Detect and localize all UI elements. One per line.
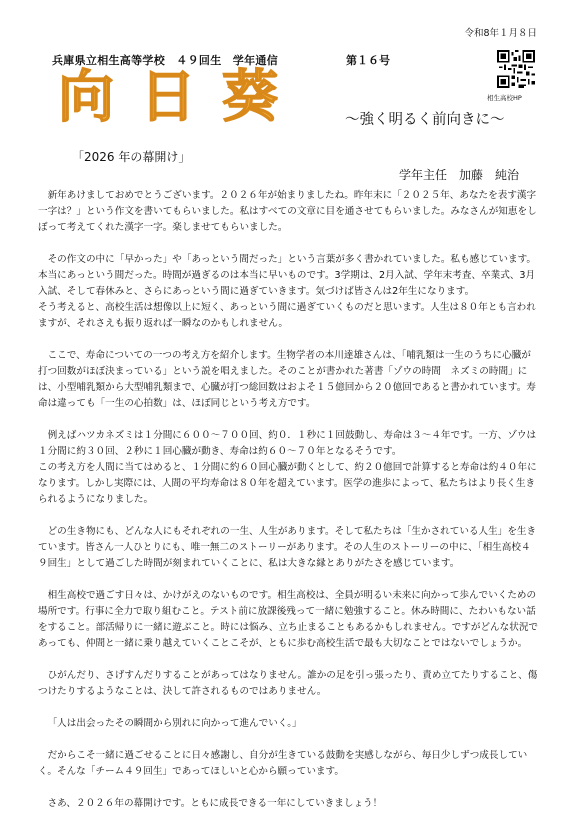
article-heading: 「2026 年の幕開け」 [72, 150, 191, 164]
paragraph: だからこそ一緒に過ごせることに日々感謝し、自分が生きている鼓動を実感しながら、毎日少しずつ成長していく。そんな「チーム４９回生」であってほしいと心から願っています。 [38, 750, 528, 777]
issue-number: 第１６号 [346, 54, 390, 67]
issue-date: 令和8年１月８日 [464, 28, 537, 39]
qr-label: 相生高校HP [487, 94, 522, 102]
paragraph: 例えばハツカネズミは１分間に６００～７００回、約０．１秒に１回鼓動し、寿命は３～４年です。一方、ゾウは１分間に約３０回、２秒に１回心臓が動き、寿命は約６０～７０年となるそうです。 この考え方を人間に当てはめると、１分間に約６０回心臓が動くとして、約２０億回で計算すると寿命は約４０年になります。しかし実際には、人間の平均寿命は８０年を超えています。医学の進歩によって、私たちはより長く生きられるようになりました。 [38, 430, 537, 505]
article-body [38, 188, 540, 828]
qr-code-icon [497, 50, 535, 88]
quote: 「人は出会ったその瞬間から別れに向かって進んでいく。」 [47, 718, 302, 729]
paragraph: どの生き物にも、どんな人にもそれぞれの一生、人生があります。そして私たちは「生かされている人生」を生きています。皆さん一人ひとりにも、唯一無二のストーリーがあります。その人生のストーリーの中に、「相生高校４９回生」として過ごした時間が刻まれていくことに、私は大きな縁とありがたさを感じています。 [38, 526, 537, 569]
paragraph: その作文の中に「早かった」や「あっという間だった」という言葉が多く書かれていました。私も感じています。本当にあっという間だった。時間が過ぎるのは本当に早いものです。3学期は、2月入試、学年末考査、卒業式、3月入試、そして春休みと、さらにあっという間に過ぎていきます。気づけば皆さんは2年生になります。 そう考えると、高校生活は想像以上に短く、あっという間に過ぎていくものだと思います。人生は８０年とも言われますが、それさえも振り返れば一瞬なのかもしれません。 [38, 254, 537, 329]
masthead-title [58, 65, 304, 130]
masthead-char: 葵 [222, 65, 278, 130]
paragraph: さあ、２０２６年の幕開けです。ともに成長できる一年にしていきましょう！ [47, 798, 383, 809]
article-author: 学年主任 加藤 純治 [399, 168, 520, 182]
masthead-char: 向 [58, 65, 114, 130]
masthead-char: 日 [140, 65, 196, 130]
paragraph: 相生高校で過ごす日々は、かけがえのないものです。相生高校は、全員が明るい未来に向かって歩んでいくための場所です。行事に全力で取り組むこと。テスト前に放課後残って一緒に勉強すること。休み時間に、たわいもない話をすること。部活帰りに一緒に遊ぶこと。時には悩み、立ち止まることもあるかもしれません。ですがどんな状況であっても、仲間と一緒に乗り越えていくことこそが、ともに歩む高校生活で最も大切なことではないでしょうか。 [38, 590, 539, 649]
masthead-slogan: ～強く明るく前向きに～ [345, 112, 505, 128]
paragraph: ひがんだり、さげすんだりすることがあってはなりません。誰かの足を引っ張ったり、責め立てたりすること、傷つけたりするようなことは、決して許されるものではありません。 [38, 670, 538, 697]
school-line: 兵庫県立相生高等学校 ４９回生 学年通信 [52, 54, 278, 67]
paragraph: 新年あけましておめでとうございます。２０２６年が始まりましたね。昨年末に「２０２５年、あなたを表す漢字一字は？」という作文を書いてもらいました。私はすべての文章に目を通させてもらいました。みなさんが知恵をしぼって考えてくれた漢字一字。楽しませてもらいました。 [38, 190, 537, 233]
paragraph: ここで、寿命についての一つの考え方を紹介します。生物学者の本川達雄さんは、「哺乳類は一生のうちに心臓が打つ回数がほぼ決まっている」という説を唱えました。そのことが書かれた著書「ゾウの時間 ネズミの時間」には、小型哺乳類から大型哺乳類まで、心臓が打つ総回数はおよそ１５億回から２０億回であると書かれています。寿命は違っても「一生の心拍数」は、ほぼ同じという考え方です。 [38, 350, 536, 409]
